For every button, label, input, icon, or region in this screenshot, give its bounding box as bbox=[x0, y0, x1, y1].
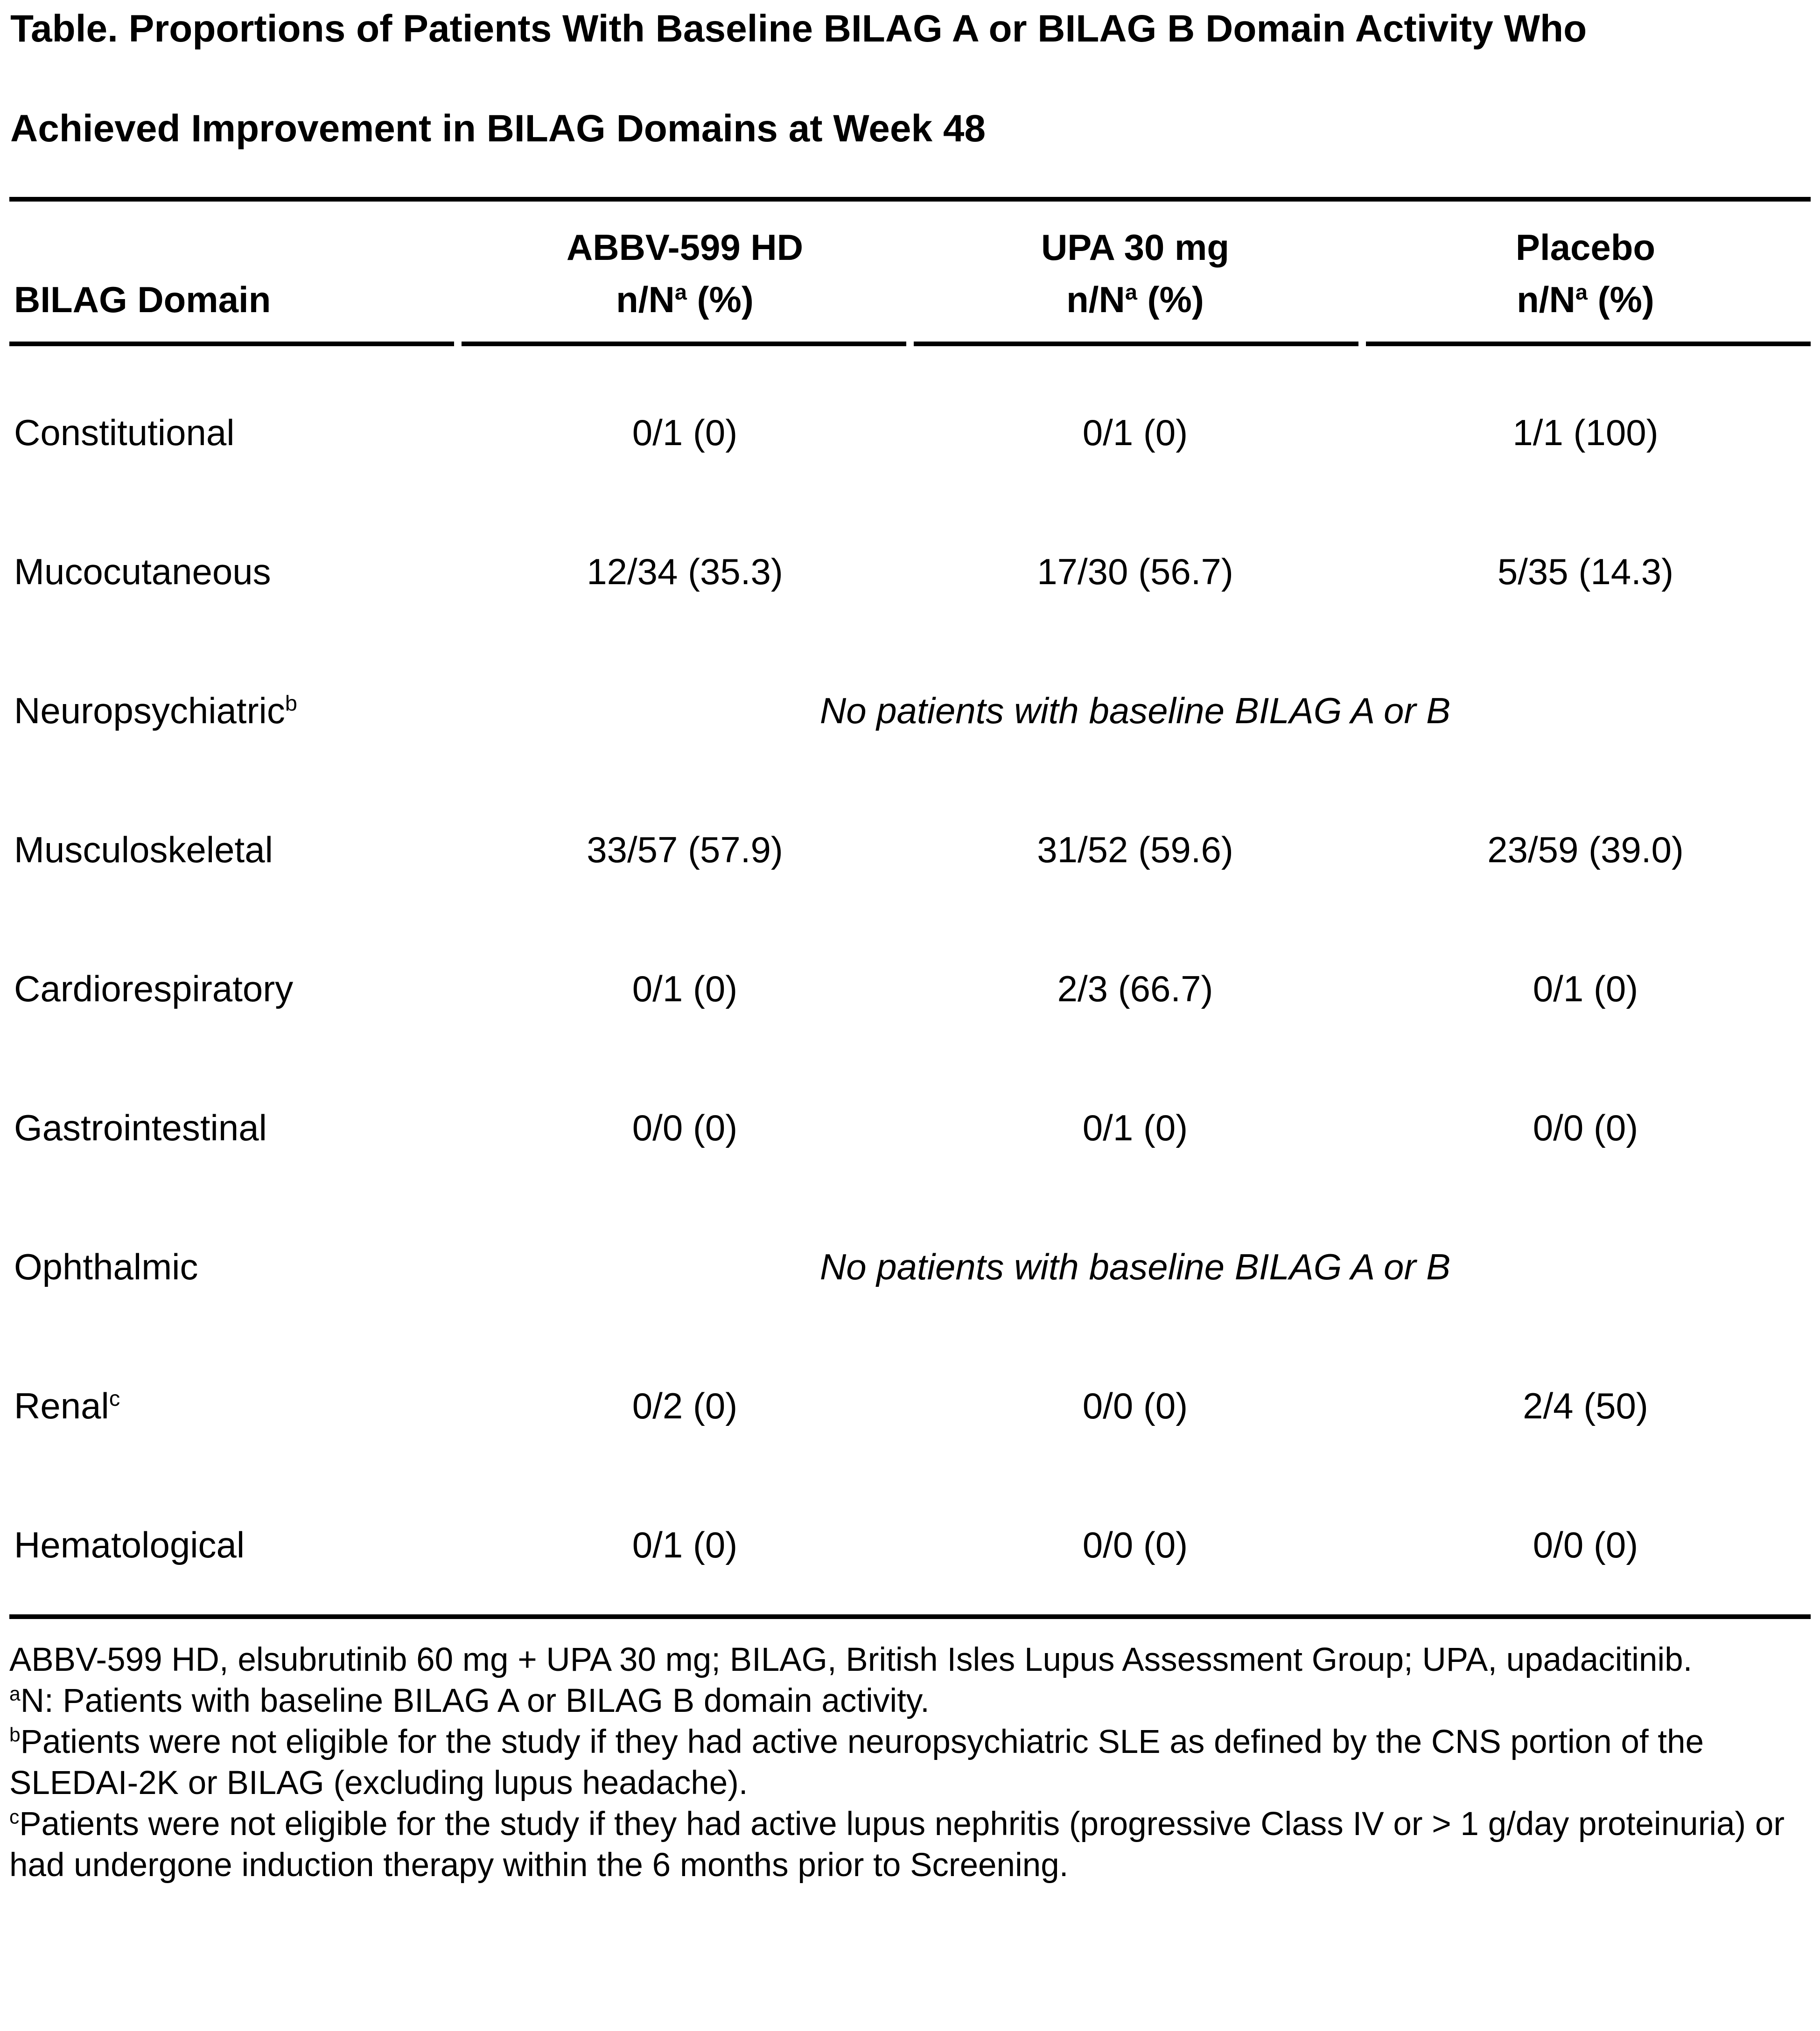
cell-upa: 0/0 (0) bbox=[1082, 1385, 1188, 1426]
table-header-row bbox=[9, 202, 1811, 342]
group-name: UPA 30 mg bbox=[1041, 227, 1230, 268]
cell-placebo: 5/35 (14.3) bbox=[1497, 551, 1674, 592]
row-label: Constitutional bbox=[14, 412, 235, 453]
footnote-c-marker: c bbox=[9, 1806, 20, 1829]
table-row-renal bbox=[9, 1336, 1811, 1475]
footnote-text: N: Patients with baseline BILAG A or BILAG B domain activity. bbox=[20, 1682, 930, 1719]
measure-text: n/N bbox=[1517, 279, 1575, 320]
measure-suffix: (%) bbox=[1587, 279, 1654, 320]
measure-text: n/N bbox=[1066, 279, 1125, 320]
cell-upa: 31/52 (59.6) bbox=[1037, 829, 1233, 870]
cell-span-note: No patients with baseline BILAG A or B bbox=[819, 1246, 1451, 1287]
cell-abbv: 12/34 (35.3) bbox=[587, 551, 783, 592]
footnote-a-marker: a bbox=[1125, 280, 1137, 304]
group-measure bbox=[1360, 273, 1811, 326]
footnote-b-marker: b bbox=[9, 1724, 21, 1746]
cell-placebo: 0/0 (0) bbox=[1533, 1107, 1638, 1148]
cell-span-note: No patients with baseline BILAG A or B bbox=[819, 690, 1451, 731]
cell-placebo: 1/1 (100) bbox=[1512, 412, 1659, 453]
column-header-bilag-domain bbox=[9, 273, 460, 326]
row-label bbox=[9, 1385, 460, 1427]
table-row-mucocutaneous bbox=[9, 502, 1811, 641]
cell-abbv: 0/0 (0) bbox=[632, 1107, 738, 1148]
table-title-line-1: Table. Proportions of Patients With Baseline BILAG A or BILAG B Domain Activity Who bbox=[10, 7, 1587, 50]
header-underline-segment bbox=[914, 342, 1358, 346]
header-underline-rule bbox=[9, 342, 1811, 346]
row-label-text: Renal bbox=[14, 1385, 109, 1426]
header-underline-segment bbox=[9, 342, 454, 346]
row-label: Gastrointestinal bbox=[14, 1107, 267, 1148]
cell-placebo: 0/0 (0) bbox=[1533, 1524, 1638, 1565]
group-name: Placebo bbox=[1515, 227, 1656, 268]
table-row-cardiorespiratory bbox=[9, 919, 1811, 1058]
header-underline-segment bbox=[462, 342, 906, 346]
header-underline-segment bbox=[1366, 342, 1811, 346]
cell-abbv: 0/1 (0) bbox=[632, 412, 738, 453]
footnote-c bbox=[9, 1804, 1811, 1886]
footnote-b bbox=[9, 1722, 1811, 1804]
footnote-text: Patients were not eligible for the study if they had active neuropsychiatric SLE as defined by the CNS portion of the SLEDAI-2K or BILAG (excluding lupus headache). bbox=[9, 1724, 1704, 1801]
cell-upa: 17/30 (56.7) bbox=[1037, 551, 1233, 592]
cell-upa: 0/0 (0) bbox=[1082, 1524, 1188, 1565]
cell-abbv: 0/1 (0) bbox=[632, 1524, 738, 1565]
table-row-gastrointestinal bbox=[9, 1058, 1811, 1197]
footnote-text: ABBV-599 HD, elsubrutinib 60 mg + UPA 30 mg; BILAG, British Isles Lupus Assessment Group; UPA, upadacitinib. bbox=[9, 1641, 1693, 1678]
table-row-ophthalmic bbox=[9, 1197, 1811, 1336]
footnote-a bbox=[9, 1681, 1811, 1722]
footnote-a-marker: a bbox=[9, 1682, 21, 1705]
cell-upa: 2/3 (66.7) bbox=[1057, 968, 1213, 1009]
measure-text: n/N bbox=[616, 279, 675, 320]
table-row-musculoskeletal bbox=[9, 780, 1811, 919]
cell-placebo: 2/4 (50) bbox=[1523, 1385, 1648, 1426]
footnote-a-marker: a bbox=[674, 280, 687, 304]
column-header-abbv-599-hd bbox=[460, 221, 910, 326]
table-bottom-rule bbox=[9, 1614, 1811, 1619]
cell-placebo: 23/59 (39.0) bbox=[1487, 829, 1684, 870]
row-label bbox=[9, 690, 460, 732]
cell-placebo: 0/1 (0) bbox=[1533, 968, 1638, 1009]
footnote-b-marker: b bbox=[285, 691, 297, 715]
footnote-text: Patients were not eligible for the study if they had active lupus nephritis (progressive Class IV or > 1 g/day proteinuria) or had undergone induction therapy within the 6 months prior to Screening. bbox=[9, 1806, 1785, 1884]
cell-abbv: 33/57 (57.9) bbox=[587, 829, 783, 870]
group-measure bbox=[460, 273, 910, 326]
table-top-rule bbox=[9, 197, 1811, 202]
table-row-constitutional bbox=[9, 363, 1811, 502]
footnote-abbreviations bbox=[9, 1640, 1811, 1681]
table-body bbox=[9, 346, 1811, 1614]
group-name: ABBV-599 HD bbox=[566, 227, 804, 268]
group-measure bbox=[910, 273, 1360, 326]
row-label: Cardiorespiratory bbox=[14, 968, 294, 1009]
column-header-placebo bbox=[1360, 221, 1811, 326]
cell-abbv: 0/1 (0) bbox=[632, 968, 738, 1009]
measure-suffix: (%) bbox=[686, 279, 754, 320]
table-row-neuropsychiatric bbox=[9, 641, 1811, 780]
cell-upa: 0/1 (0) bbox=[1082, 1107, 1188, 1148]
row-label: Ophthalmic bbox=[14, 1246, 198, 1287]
row-label-text: Neuropsychiatric bbox=[14, 690, 285, 731]
footnote-a-marker: a bbox=[1575, 280, 1588, 304]
cell-abbv: 0/2 (0) bbox=[632, 1385, 738, 1426]
table-title bbox=[10, 7, 1811, 150]
row-label: Mucocutaneous bbox=[14, 551, 271, 592]
column-header-upa-30-mg bbox=[910, 221, 1360, 326]
footnote-c-marker: c bbox=[109, 1386, 120, 1410]
table-row-hematological bbox=[9, 1475, 1811, 1614]
measure-suffix: (%) bbox=[1137, 279, 1204, 320]
row-label: Hematological bbox=[14, 1524, 245, 1565]
column-header-label: BILAG Domain bbox=[14, 279, 271, 320]
cell-upa: 0/1 (0) bbox=[1082, 412, 1188, 453]
table-title-line-2: Achieved Improvement in BILAG Domains at Week 48 bbox=[10, 107, 986, 150]
table-footnotes bbox=[9, 1640, 1811, 1886]
row-label: Musculoskeletal bbox=[14, 829, 273, 870]
